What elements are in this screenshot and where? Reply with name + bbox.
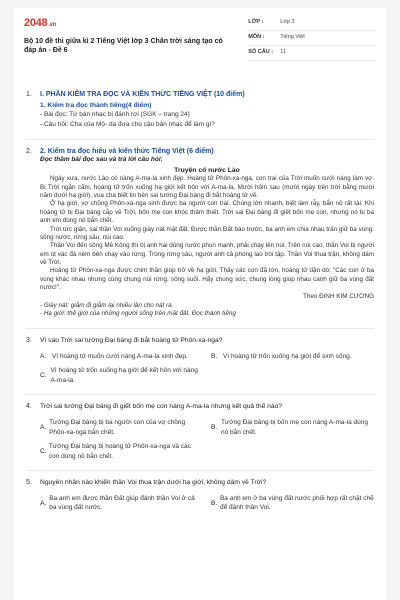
- meta-grade: LỚP : Lớp 3: [248, 16, 376, 31]
- option-letter: B.: [211, 424, 218, 432]
- document-title: Bộ 10 đề thi giữa kì 2 Tiếng Việt lớp 3 Chân trời sáng tạo có đáp án - Đề 6: [24, 37, 223, 55]
- glossary-item: - Hạ giới: thế giới của những người sống trên mặt đất. Đọc thành tiếng: [40, 310, 236, 318]
- answer-option-c[interactable]: [40, 366, 203, 385]
- story-paragraph: Hoàng tử Phôn-xa-nga được chim thần giúp trở về hạ giới. Thấy các con đã lớn, hoàng tử dặn dò: "Các con ở ba vùng khác nhau nhưng cùng chung núi rừng, sông suối. Hãy chung sức, chung lòng giúp nhau canh giữ ba vùng đất nước!".: [40, 267, 374, 292]
- answer-option-a[interactable]: [40, 494, 203, 513]
- story-paragraph: Ngày xưa, nước Lào có nàng A-ma-la xinh đẹp. Hoàng tử Phôn-xa-nga, con trai của Trời muốn cưới nàng làm vợ. Bị Trời ngăn cấm, hoàng tử trốn xuống hạ giới kết hôn với A-ma-la. Mười hôm sau (mười ngày trên trời bằng mười năm dưới hạ giới), vua cha biết tin bèn sai tướng Đại bàng đi bắt hoàng tử về.: [40, 175, 374, 200]
- answer-option-b[interactable]: [211, 494, 374, 513]
- option-letter: A.: [40, 353, 47, 361]
- story-paragraph: Trời tức giận, sai thần Voi xuống giày nát mặt đất. Được thần Đất báo trước, ba anh em chia nhau trấn giữ ba vùng: sông nước, rừng sâu, núi cao.: [40, 225, 374, 241]
- story-paragraph: Ở hạ giới, vợ chồng Phôn-xa-nga sinh được ba người con trai. Chúng lớn nhanh, biết làm rẫy, bắn nỏ rất tài. Khi hoàng tử bị Đại bàng cắp về Trời, bốn mẹ con khóc thảm thiết. Trời sai Đại bàng đi giết bốn mẹ con, nhưng nó bị ba anh em dùng nỏ bắn chết.: [40, 200, 374, 225]
- site-logo[interactable]: 2048 .vn: [24, 17, 57, 29]
- question-2: [14, 147, 386, 319]
- question-number: 4.: [26, 403, 32, 411]
- option-letter: B.: [211, 353, 218, 361]
- question-1: [14, 90, 386, 130]
- option-text: Ba anh em được thần Đất giúp đánh thần Voi ở cả ba vùng đất nước.: [49, 495, 195, 512]
- option-letter: C.: [40, 372, 47, 380]
- story-author: Theo ĐINH KIM CƯƠNG: [303, 293, 374, 301]
- option-text: Tướng Đại bàng bị hoàng tử Phôn-xa-nga và các con dùng nỏ bắn chết.: [48, 443, 191, 460]
- question-5: [14, 478, 386, 513]
- option-letter: A.: [40, 424, 47, 432]
- answer-option-b[interactable]: [211, 352, 374, 361]
- question-number: 5.: [26, 478, 32, 486]
- question-3: [14, 336, 386, 385]
- section-title: I. PHẦN KIỂM TRA ĐỌC VÀ KIẾN THỨC TIẾNG VIỆT (10 điểm): [40, 91, 245, 98]
- question-text: Trời sai tướng Đại bàng đi giết bốn mẹ con nàng A-ma-la nhưng kết quả thế nào?: [40, 403, 283, 411]
- option-text: Vì hoàng tử trốn xuống hạ giới để sinh sống.: [223, 352, 352, 360]
- answer-options: [40, 494, 374, 513]
- meta-subject: MÔN : Tiếng Việt: [248, 31, 376, 46]
- question-number: 3.: [26, 336, 32, 344]
- option-letter: A.: [40, 499, 47, 507]
- question-number: 1.: [26, 91, 32, 98]
- document-page: [14, 8, 386, 600]
- divider: [26, 470, 374, 471]
- divider: [26, 394, 374, 395]
- reading-line: - Câu hỏi: Cha của Mô- da đưa cho cậu bản nhạc để làm gì?: [40, 121, 215, 129]
- option-letter: B.: [211, 499, 218, 507]
- document-header: [14, 8, 386, 70]
- question-4: [14, 402, 386, 461]
- meta-question-count: SỐ CÂU : 11: [248, 46, 376, 61]
- section-title: 2. Kiểm tra đọc hiểu và kiến thức Tiếng Việt (6 điểm): [40, 148, 214, 156]
- option-letter: C.: [40, 448, 47, 456]
- option-text: Tướng Đại bàng bị ba người con của vợ chồng Phôn-xa-nga bắn chết.: [49, 419, 186, 436]
- story-title: Truyện cổ nước Lào: [174, 167, 240, 175]
- option-text: Vì hoàng tử muốn cưới nàng A-ma-la xinh đẹp.: [52, 352, 188, 360]
- answer-options: [40, 352, 374, 385]
- document-meta: [248, 16, 376, 70]
- question-text: Nguyên nhân nào khiến thần Voi thua trận dưới hạ giới, không dám về Trời?: [40, 478, 267, 486]
- option-text: Vì hoàng tử trốn xuống hạ giới để kết hôn với nàng A-ma-la.: [50, 367, 198, 384]
- answer-option-c[interactable]: [40, 442, 203, 461]
- option-text: Ba anh em ở ba vùng đất nước phối hợp rất chặt chẽ để đánh thần Voi.: [219, 495, 374, 512]
- answer-option-b[interactable]: [211, 418, 374, 437]
- story-paragraph: Thần Voi đến sông Mê Kông thì bị anh hai dùng nước phun mạnh, phải chạy lên núi. Trên núi cao, thần Voi bị người em út vác đá ném bên chạy vào rừng. Trong rừng sâu, người anh cả phóng lao trói tập. Thần Voi thua trận, không dám về Trời.: [40, 242, 374, 266]
- answer-option-a[interactable]: [40, 352, 203, 361]
- section-subtitle: 1. Kiểm tra đọc thành tiếng(4 điểm): [40, 102, 152, 110]
- option-text: Tướng Đại bàng bị bốn mẹ con nàng A-ma-la dùng nỏ bắn chết.: [220, 419, 368, 436]
- reading-line: - Bài đọc: Từ bản nhạc bị đánh rơi (SGK – trang 24): [40, 111, 190, 119]
- answer-option-a[interactable]: [40, 418, 203, 437]
- question-number: 2.: [26, 148, 32, 156]
- answer-options: [40, 418, 374, 461]
- instruction: Đọc thầm bài đọc sau và trả lời câu hỏi:: [40, 156, 163, 164]
- divider: [26, 139, 374, 140]
- glossary-item: - Giày nát: giẫm đi giẫm lại nhiều lần cho nát ra.: [40, 301, 174, 309]
- question-text: Vì sao Trời sai tướng Đại bàng đi bắt hoàng tử Phôn-xa-nga?: [40, 336, 223, 344]
- divider: [26, 328, 374, 329]
